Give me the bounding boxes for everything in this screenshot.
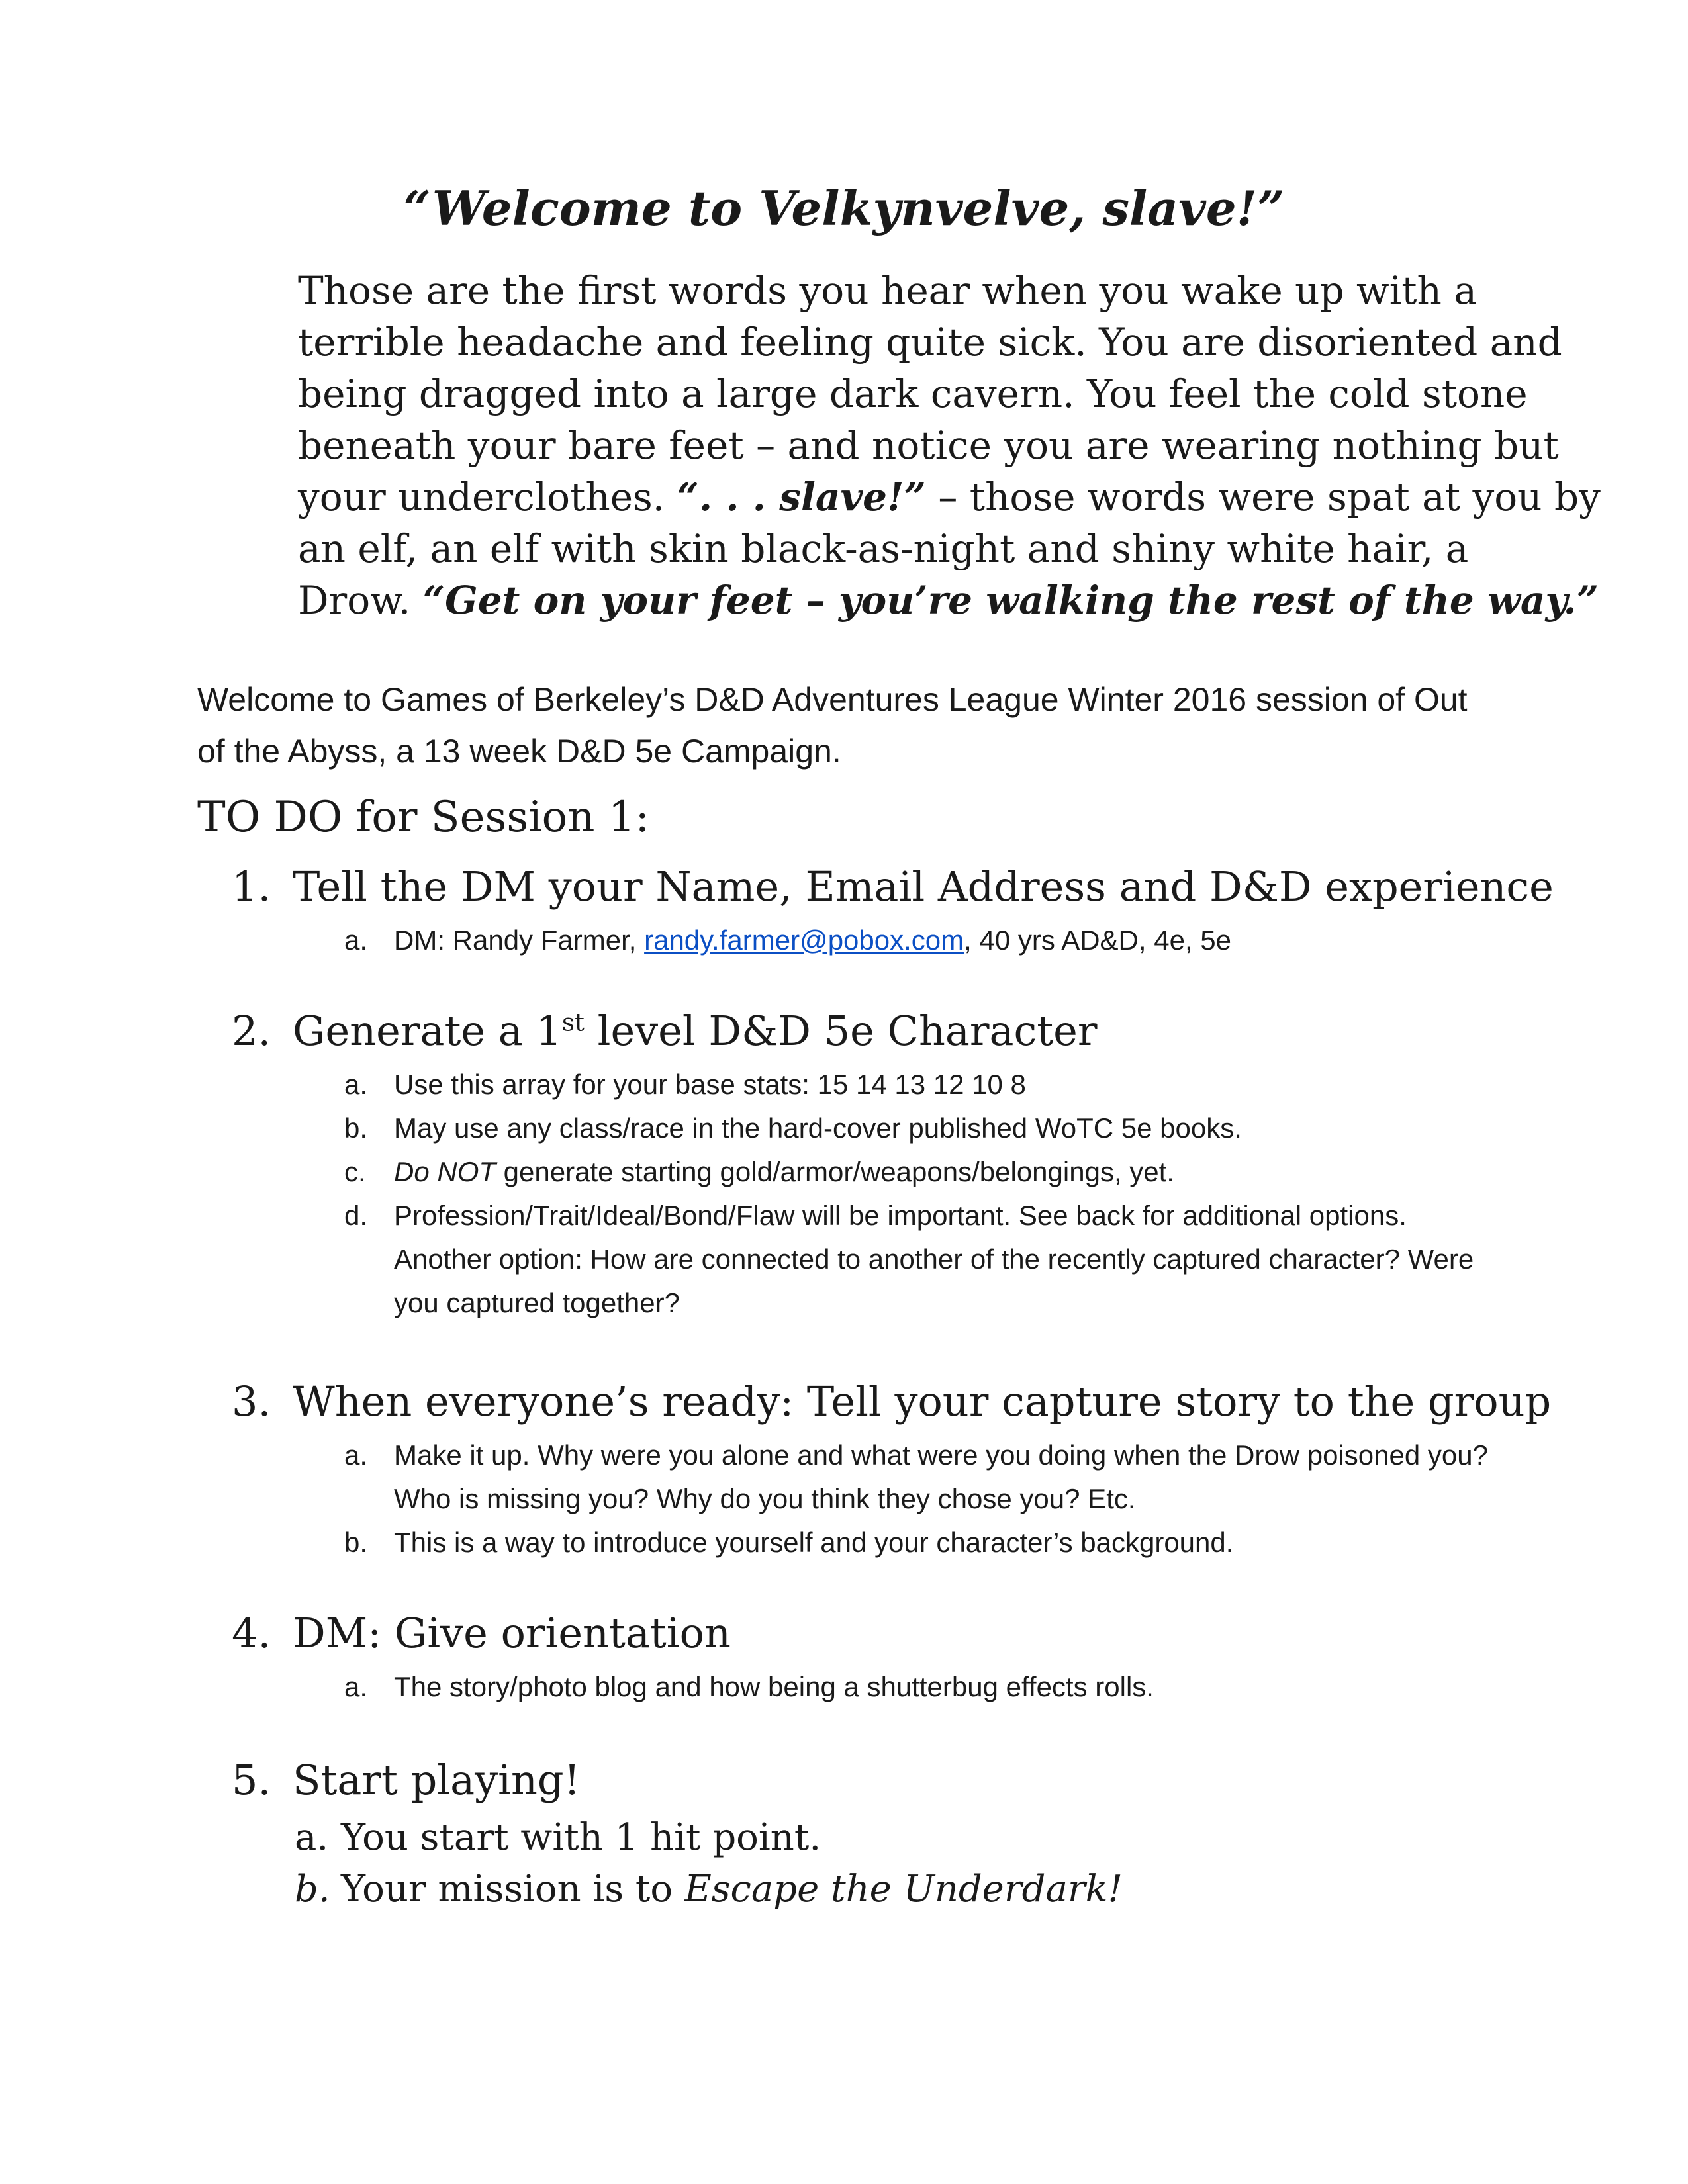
section-heading — [232, 1607, 1489, 1660]
section-items — [232, 1812, 1489, 1915]
todo-section-2 — [232, 1005, 1489, 1325]
section-number: 4. — [232, 1609, 271, 1657]
section-number: 1. — [232, 862, 271, 911]
mission-emphasis: Escape the Underdark! — [684, 1868, 1123, 1911]
item-text: This is a way to introduce yourself and your character’s background. — [394, 1527, 1234, 1558]
item-text: Your mission is to — [341, 1868, 684, 1911]
todo-heading: TO DO for Session 1: — [197, 793, 650, 842]
drow-quote: “Get on your feet – you’re walking the rest of the way.” — [422, 578, 1599, 623]
email-link[interactable]: randy.farmer@pobox.com — [644, 925, 964, 956]
item-text: You start with 1 hit point. — [341, 1816, 821, 1859]
item-text: Profession/Trait/Ideal/Bond/Flaw will be important. See back for additional options. Another option: How are connected to another of the recently captured character? Were you captured together? — [394, 1200, 1474, 1318]
item-letter: a. — [344, 925, 368, 956]
section-title: Start playing! — [293, 1756, 581, 1804]
item-letter: a. — [295, 1816, 329, 1859]
item-text: , 40 yrs AD&D, 4e, 5e — [964, 925, 1232, 956]
section-title: Tell the DM your Name, Email Address and D&D experience — [293, 862, 1554, 911]
list-item — [232, 1864, 1489, 1915]
section-title: level D&D 5e Character — [584, 1007, 1098, 1055]
list-item — [232, 1812, 1489, 1864]
intro-text: Drow. — [298, 578, 423, 623]
section-heading — [232, 1005, 1489, 1058]
section-number: 2. — [232, 1007, 271, 1055]
list-item — [232, 1150, 1489, 1194]
section-title: Generate a 1 — [293, 1007, 562, 1055]
item-letter: d. — [344, 1200, 368, 1231]
intro-text: – those words were spat at you by — [925, 475, 1601, 520]
item-letter: b. — [295, 1868, 330, 1911]
section-number: 5. — [232, 1756, 271, 1804]
list-item — [232, 1521, 1489, 1565]
slave-quote: “. . . slave!” — [677, 475, 926, 520]
todo-section-5 — [232, 1754, 1489, 1915]
item-text: DM: Randy Farmer, — [394, 925, 645, 956]
intro-narrative — [298, 265, 1601, 626]
item-text: Use this array for your base stats: 15 14 13 12 10 8 — [394, 1069, 1026, 1100]
section-items — [232, 1433, 1489, 1565]
list-item — [232, 1063, 1489, 1107]
section-items — [232, 919, 1489, 962]
todo-section-3 — [232, 1375, 1552, 1565]
todo-section-1 — [232, 860, 1554, 962]
item-text: May use any class/race in the hard-cover published WoTC 5e books. — [394, 1113, 1242, 1144]
item-letter: a. — [344, 1069, 368, 1100]
item-letter: b. — [344, 1113, 368, 1144]
section-number: 3. — [232, 1377, 271, 1426]
item-letter: b. — [344, 1527, 368, 1558]
item-letter: a. — [344, 1671, 368, 1702]
list-item — [232, 1665, 1489, 1709]
list-item — [232, 1107, 1489, 1150]
intro-line — [298, 574, 1599, 626]
item-text: The story/photo blog and how being a shutterbug effects rolls. — [394, 1671, 1154, 1702]
intro-line: terrible headache and feeling quite sick. You are disoriented and — [298, 320, 1562, 365]
item-letter: c. — [344, 1156, 366, 1187]
intro-line: beneath your bare feet – and notice you are wearing nothing but — [298, 423, 1559, 468]
item-emphasis: Do NOT — [394, 1156, 496, 1187]
section-items — [232, 1063, 1489, 1325]
section-title: DM: Give orientation — [293, 1609, 731, 1657]
section-heading — [232, 1754, 1489, 1807]
item-text: generate starting gold/armor/weapons/belongings, yet. — [496, 1156, 1174, 1187]
list-item — [232, 919, 1489, 962]
section-title: When everyone’s ready: Tell your capture story to the group — [293, 1377, 1552, 1426]
section-heading — [232, 860, 1554, 913]
welcome-paragraph: Welcome to Games of Berkeley’s D&D Adventures League Winter 2016 session of Out of the Abyss, a 13 week D&D 5e Campaign. — [197, 681, 1468, 770]
intro-line: Those are the first words you hear when you wake up with a — [298, 268, 1477, 313]
list-item — [232, 1194, 1489, 1325]
page-title: “Welcome to Velkynvelve, slave!” — [403, 180, 1285, 236]
intro-line: an elf, an elf with skin black-as-night and shiny white hair, a — [298, 526, 1469, 571]
list-item — [232, 1433, 1489, 1521]
section-heading — [232, 1375, 1552, 1428]
item-text: Make it up. Why were you alone and what were you doing when the Drow poisoned you? Who is missing you? Why do you think they chose you? Etc. — [394, 1439, 1488, 1514]
item-letter: a. — [344, 1439, 368, 1471]
intro-text: your underclothes. — [298, 475, 677, 520]
todo-section-4 — [232, 1607, 1489, 1709]
intro-line — [298, 471, 1601, 523]
superscript: st — [561, 1007, 585, 1037]
intro-line: being dragged into a large dark cavern. You feel the cold stone — [298, 371, 1528, 416]
section-items — [232, 1665, 1489, 1709]
